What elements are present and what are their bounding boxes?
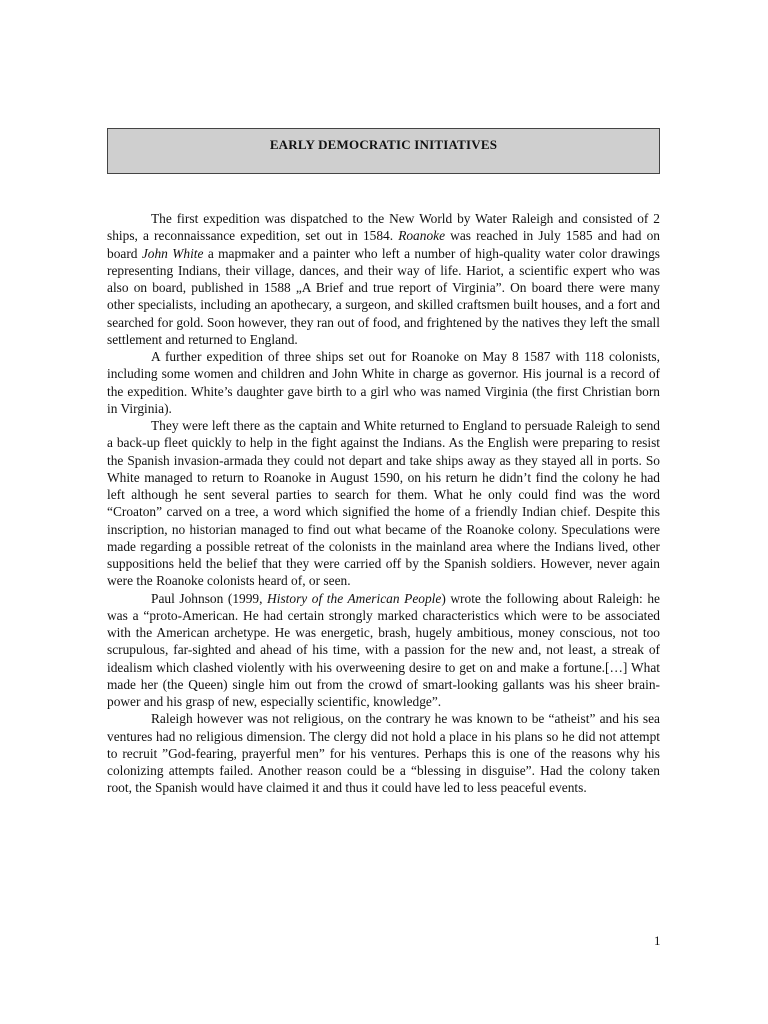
paragraph-5: Raleigh however was not religious, on the contrary he was known to be “atheist” and his sea ventures had no religious dimension. The clergy did not hold a place in his plans so he did not attempt to recruit ”God-fearing, prayerful men” for his ventures. Perhaps this is one of the reasons why his colonizing attempts failed. Another reason could be a “blessing in disguise”. Had the colony taken root, the Spanish would have claimed it and thus it could have led to less peaceful events. — [107, 711, 660, 796]
page-number: 1 — [654, 933, 661, 948]
page-title: EARLY DEMOCRATIC INITIATIVES — [269, 137, 498, 152]
paragraph-1 — [107, 210, 660, 348]
paragraph-1-text-c: a mapmaker and a painter who left a number of high-quality water color drawings representing Indians, their village, dances, and their way of life. Hariot, a scientific expert who was also on board, published in 1588 „A Brief and true report of Virginia”. On board there were many other specialists, including an apothecary, a surgeon, and skilled craftsmen built houses, and a fort and searched for gold. Soon however, they ran out of food, and frightened by the natives they left the small settlement and returned to England. — [107, 245, 660, 347]
john-white-italic: John White — [141, 245, 204, 261]
paragraph-2: A further expedition of three ships set out for Roanoke on May 8 1587 with 118 colonists, including some women and children and John White in charge as governor. His journal is a record of the expedition. White’s daughter gave birth to a girl who was named Virginia (the first Christian born in Virginia). — [107, 349, 660, 416]
roanoke-italic: Roanoke — [398, 228, 446, 244]
paragraph-4-text-b: ) wrote the following about Raleigh: he was a “proto-American. He had certain strongly marked characteristics which were to be associated with the American archetype. He was energetic, brash, hugely ambitious, money conscious, not too scrupulous, far-sighted and ahead of his time, with a passion for the new and, not least, a streak of idealism which clashed violently with his overweening desire to get on and make a fortune.[…] What made her (the Queen) single him out from the crowd of smart-looking gallants was his sheer brain-power and his grasp of new, especially scientific, knowledge”. — [107, 590, 660, 709]
paragraph-4-text-a: Paul Johnson (1999, — [151, 590, 268, 606]
paragraph-3: They were left there as the captain and White returned to England to persuade Raleigh to send a back-up fleet quickly to help in the fight against the Indians. As the English were preparing to resist the Spanish invasion-armada they could not depart and take ships away as they stayed all in ports. So White managed to return to Roanoke in August 1590, on his return he didn’t find the colony he had left although he sent several parties to search for them. What he only could find was the word “Croaton” carved on a tree, a word which signified the home of a friendly Indian chief. Despite this inscription, no historian managed to find out what became of the Roanoke colony. Speculations were made regarding a possible retreat of the colonists in the mainland area where the Indians lived, other suppositions held the belief that they were carried off by the Spanish soldiers. However, never again were the Roanoke colonists heard of, or seen. — [107, 418, 660, 589]
paragraph-1-text-b: was reached in July 1585 and had on board — [107, 228, 660, 261]
paragraph-4 — [107, 590, 660, 711]
document-body — [107, 210, 660, 797]
title-box — [107, 128, 660, 174]
paragraph-1-text-a: The first expedition was dispatched to the New World by Water Raleigh and consisted of 2 ships, a reconnaissance expedition, set out in 1584. — [107, 211, 660, 244]
book-title-italic: History of the American People — [267, 590, 442, 606]
